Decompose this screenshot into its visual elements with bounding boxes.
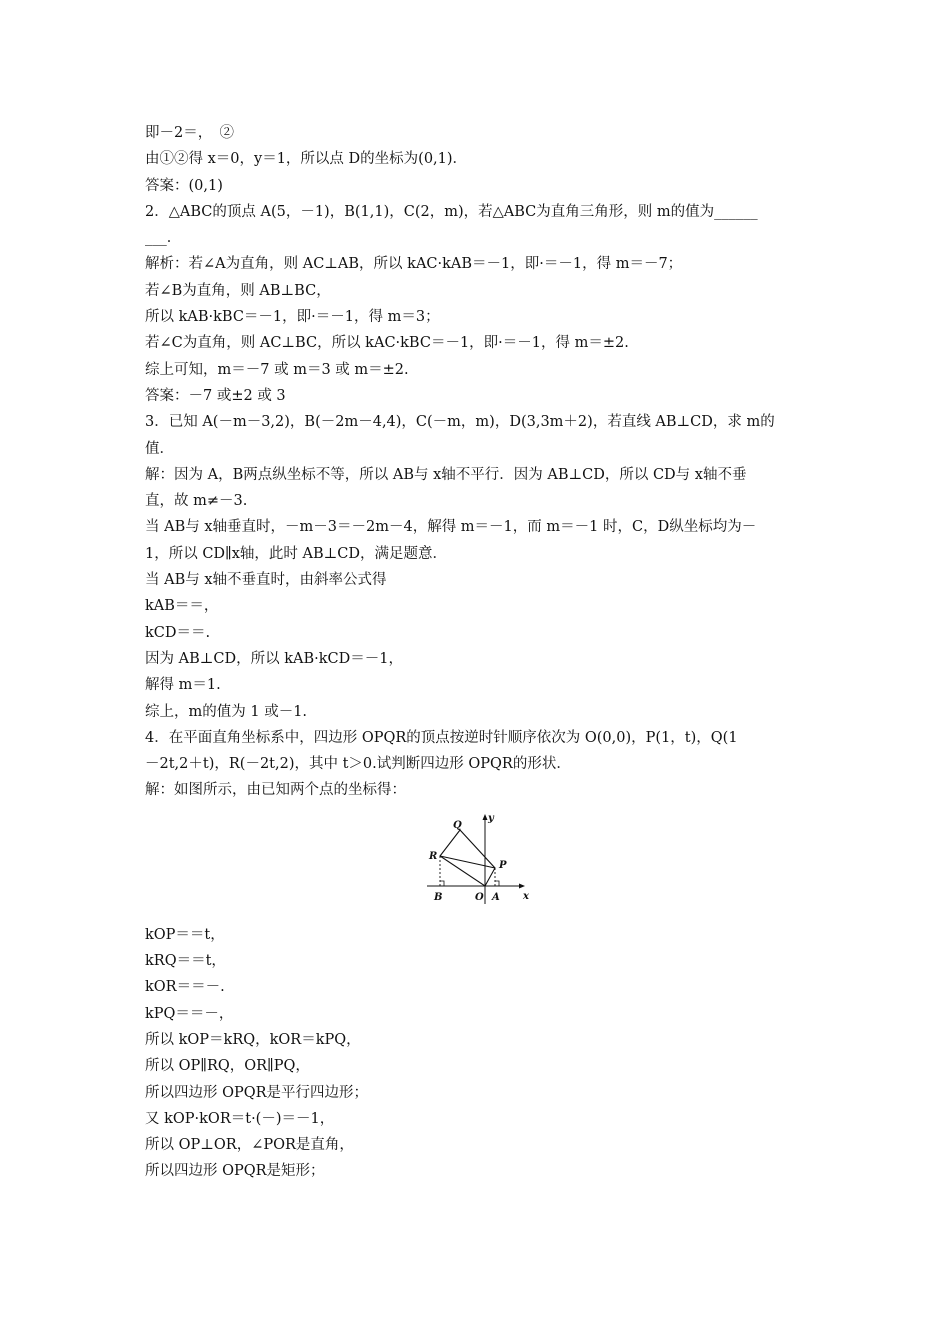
text-line: 因为 AB⊥CD，所以 kAB·kCD＝－1， xyxy=(145,650,403,667)
document-page xyxy=(145,120,825,1185)
text-line: 直，故 m≠－3. xyxy=(145,493,248,510)
label-b: B xyxy=(434,891,443,903)
text-line: 当 AB与 x轴垂直时，－m－3＝－2m－4，解得 m＝－1，而 m＝－1 时，C，D纵坐标均为－ xyxy=(145,519,757,536)
y-axis-arrow-icon xyxy=(483,814,488,820)
right-angle-mark-b xyxy=(440,881,444,886)
text-line: 所以四边形 OPQR是平行四边形； xyxy=(145,1084,369,1101)
text-line: kCD＝＝. xyxy=(145,624,211,641)
text-line: 由①②得 x＝0，y＝1，所以点 D的坐标为(0,1)． xyxy=(145,151,468,168)
label-r: R xyxy=(429,850,438,862)
label-a: A xyxy=(492,891,500,903)
text-line: 若∠C为直角，则 AC⊥BC，所以 kAC·kBC＝－1，即·＝－1，得 m＝±2. xyxy=(145,335,629,352)
text-line: 答案：－7 或±2 或 3 xyxy=(145,387,286,404)
text-line: －2t,2＋t)，R(－2t,2)，其中 t＞0.试判断四边形 OPQR的形状． xyxy=(145,756,571,773)
text-line: 综上可知，m＝－7 或 m＝3 或 m＝±2. xyxy=(145,361,409,378)
text-line: kPQ＝＝－， xyxy=(145,1005,234,1022)
text-line: kAB＝＝， xyxy=(145,598,219,615)
text-line: 所以四边形 OPQR是矩形； xyxy=(145,1163,325,1180)
text-line: 当 AB与 x轴不垂直时，由斜率公式得 xyxy=(145,572,387,589)
text-line: 解：如图所示，由已知两个点的坐标得： xyxy=(145,782,406,799)
text-line: 1，所以 CD∥x轴，此时 AB⊥CD，满足题意． xyxy=(145,545,448,562)
x-axis-arrow-icon xyxy=(519,883,525,888)
label-o: O xyxy=(475,891,484,903)
text-line: 综上，m的值为 1 或－1. xyxy=(145,703,308,720)
label-y: y xyxy=(488,812,494,824)
text-line: 解析：若∠A为直角，则 AC⊥AB，所以 kAC·kAB＝－1，即·＝－1，得 m＝－7； xyxy=(145,256,683,273)
text-line: 所以 OP⊥OR，∠POR是直角， xyxy=(145,1137,354,1154)
quadrilateral-figure xyxy=(145,808,825,916)
text-block-top xyxy=(145,120,825,804)
text-line: 答案：(0,1) xyxy=(145,177,223,194)
text-line: ___． xyxy=(145,230,182,247)
text-line: 3．已知 A(－m－3,2)，B(－2m－4,4)，C(－m，m)，D(3,3m＋2)，若直线 AB⊥CD，求 m的 xyxy=(145,414,775,431)
text-line: 解得 m＝1. xyxy=(145,677,221,694)
coordinate-diagram xyxy=(425,808,535,908)
label-x: x xyxy=(523,890,529,902)
text-line: 解：因为 A，B两点纵坐标不等，所以 AB与 x轴不平行．因为 AB⊥CD，所以 CD与 x轴不垂 xyxy=(145,466,747,483)
label-p: P xyxy=(499,859,507,871)
text-block-bottom xyxy=(145,922,825,1185)
text-line: 即－2＝， ② xyxy=(145,125,234,141)
right-angle-mark-a xyxy=(495,881,499,886)
text-line: 2．△ABC的顶点 A(5，－1)，B(1,1)，C(2，m)，若△ABC为直角三角形，则 m的值为______ xyxy=(145,203,758,220)
text-line: kOP＝＝t， xyxy=(145,926,225,943)
text-line: 值． xyxy=(145,440,174,457)
text-line: 所以 kOP＝kRQ，kOR＝kPQ， xyxy=(145,1031,361,1048)
text-line: 若∠B为直角，则 AB⊥BC， xyxy=(145,282,331,299)
text-line: 又 kOP·kOR＝t·(－)＝－1， xyxy=(145,1110,335,1127)
text-line: 所以 OP∥RQ，OR∥PQ， xyxy=(145,1058,310,1075)
text-line: 所以 kAB·kBC＝－1，即·＝－1，得 m＝3； xyxy=(145,309,440,326)
label-q: Q xyxy=(453,819,462,831)
text-line: kRQ＝＝t， xyxy=(145,953,226,970)
text-line: 4．在平面直角坐标系中，四边形 OPQR的顶点按逆时针顺序依次为 O(0,0)，P(1，t)，Q(1 xyxy=(145,729,738,746)
text-line: kOR＝＝－. xyxy=(145,979,225,996)
